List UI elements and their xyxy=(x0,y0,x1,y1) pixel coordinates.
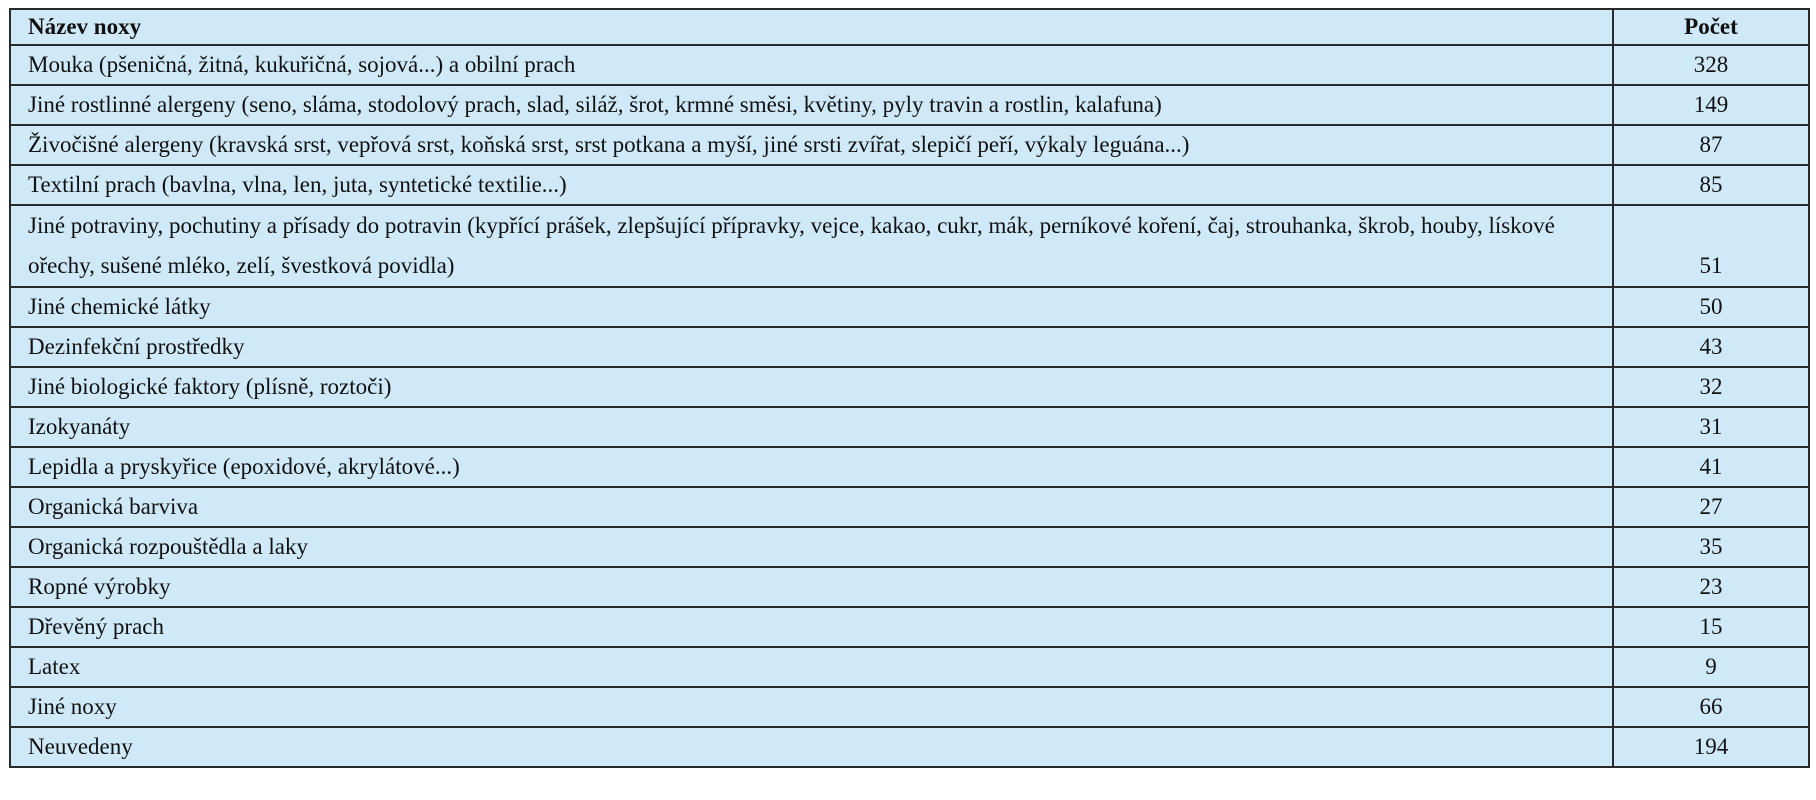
row-count: 9 xyxy=(1613,647,1809,687)
row-name: Jiné noxy xyxy=(10,687,1613,727)
row-name: Neuvedeny xyxy=(10,727,1613,767)
noxy-table xyxy=(9,8,1810,768)
table-row xyxy=(10,407,1809,447)
table-row xyxy=(10,487,1809,527)
table-row xyxy=(10,567,1809,607)
row-name: Ropné výrobky xyxy=(10,567,1613,607)
row-count: 15 xyxy=(1613,607,1809,647)
row-count: 32 xyxy=(1613,367,1809,407)
row-name: Latex xyxy=(10,647,1613,687)
row-count: 328 xyxy=(1613,45,1809,85)
noxy-table-container xyxy=(9,8,1808,768)
row-name: Izokyanáty xyxy=(10,407,1613,447)
row-count: 149 xyxy=(1613,85,1809,125)
row-count: 41 xyxy=(1613,447,1809,487)
table-row xyxy=(10,687,1809,727)
table-row xyxy=(10,727,1809,767)
row-count: 85 xyxy=(1613,165,1809,205)
row-count: 31 xyxy=(1613,407,1809,447)
row-name: Živočišné alergeny (kravská srst, vepřová srst, koňská srst, srst potkana a myší, jiné srsti zvířat, slepičí peří, výkaly leguána...) xyxy=(10,125,1613,165)
row-name: Textilní prach (bavlna, vlna, len, juta, syntetické textilie...) xyxy=(10,165,1613,205)
row-name: Jiné biologické faktory (plísně, roztoči) xyxy=(10,367,1613,407)
row-count: 87 xyxy=(1613,125,1809,165)
table-row xyxy=(10,287,1809,327)
table-row xyxy=(10,607,1809,647)
table-header-row xyxy=(10,9,1809,45)
row-name: Dřevěný prach xyxy=(10,607,1613,647)
row-name: Organická rozpouštědla a laky xyxy=(10,527,1613,567)
row-count: 194 xyxy=(1613,727,1809,767)
column-header-count: Počet xyxy=(1613,9,1809,45)
row-name: Mouka (pšeničná, žitná, kukuřičná, sojová...) a obilní prach xyxy=(10,45,1613,85)
row-name: Lepidla a pryskyřice (epoxidové, akrylátové...) xyxy=(10,447,1613,487)
row-count: 43 xyxy=(1613,327,1809,367)
table-row xyxy=(10,165,1809,205)
table-row xyxy=(10,327,1809,367)
row-count: 23 xyxy=(1613,567,1809,607)
row-name: Jiné chemické látky xyxy=(10,287,1613,327)
row-name: Jiné potraviny, pochutiny a přísady do potravin (kypřící prášek, zlepšující přípravky, vejce, kakao, cukr, mák, perníkové koření, čaj, strouhanka, škrob, houby, lískové ořechy, sušené mléko, zelí, švestková povidla) xyxy=(10,205,1613,287)
row-name: Jiné rostlinné alergeny (seno, sláma, stodolový prach, slad, siláž, šrot, krmné směsi, květiny, pyly travin a rostlin, kalafuna) xyxy=(10,85,1613,125)
table-row xyxy=(10,85,1809,125)
table-row xyxy=(10,45,1809,85)
row-count: 27 xyxy=(1613,487,1809,527)
column-header-name: Název noxy xyxy=(10,9,1613,45)
table-row xyxy=(10,527,1809,567)
table-row xyxy=(10,647,1809,687)
table-row xyxy=(10,447,1809,487)
table-row xyxy=(10,125,1809,165)
table-row xyxy=(10,367,1809,407)
row-name: Dezinfekční prostředky xyxy=(10,327,1613,367)
row-count: 51 xyxy=(1613,205,1809,287)
row-count: 66 xyxy=(1613,687,1809,727)
row-count: 50 xyxy=(1613,287,1809,327)
row-name: Organická barviva xyxy=(10,487,1613,527)
row-count: 35 xyxy=(1613,527,1809,567)
table-row xyxy=(10,205,1809,287)
